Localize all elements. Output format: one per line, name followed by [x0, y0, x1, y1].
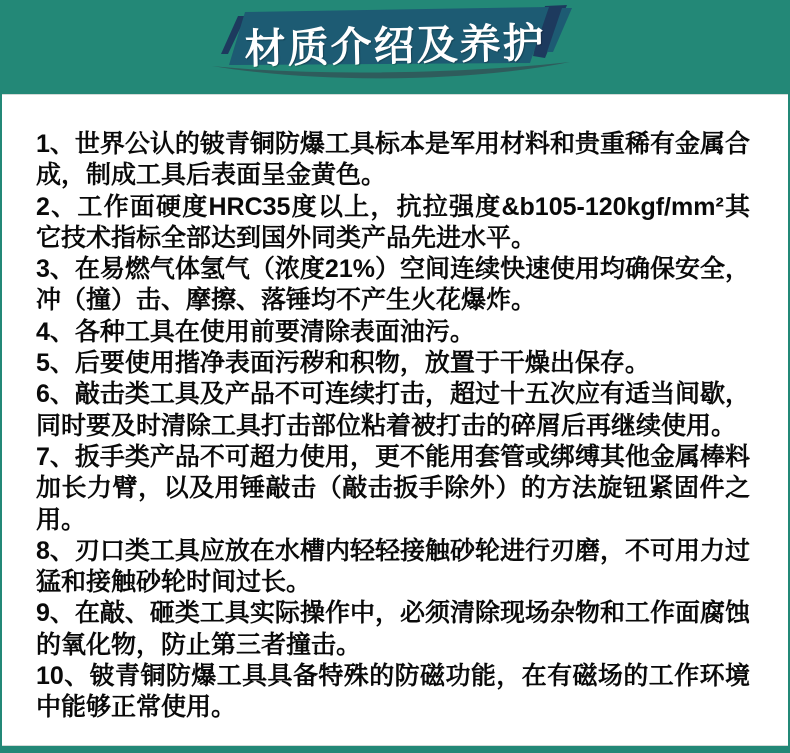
care-note-item: 7、扳手类产品不可超力使用，更不能用套管或绑缚其他金属棒料加长力臂，以及用锤敲击（敲击扳手除外）的方法旋钮紧固件之用。	[36, 442, 750, 534]
care-note-item: 3、在易燃气体氢气（浓度21%）空间连续快速使用均确保安全，冲（撞）击、摩擦、落锤均不产生火花爆炸。	[36, 255, 750, 315]
care-note-item: 8、刃口类工具应放在水槽内轻轻接触砂轮进行刃磨，不可用力过猛和接触砂轮时间过长。	[36, 536, 750, 597]
care-note-item: 2、工作面硬度HRC35度以上，抗拉强度&b105-120kgf/mm²其它技术指标全部达到国外同类产品先进水平。	[36, 192, 750, 252]
care-note-item: 6、敲击类工具及产品不可连续打击，超过十五次应有适当间歇，同时要及时清除工具打击部位粘着被打击的碎屑后再继续使用。	[36, 380, 750, 440]
care-note-item: 9、在敲、砸类工具实际操作中，必须清除现场杂物和工作面腐蚀的氧化物，防止第三者撞击。	[36, 599, 750, 659]
care-note-item: 5、后要使用揩净表面污秽和积物，放置于干燥出保存。	[36, 349, 650, 378]
care-notes-panel	[2, 94, 788, 746]
care-note-item: 1、世界公认的铍青铜防爆工具标本是军用材料和贵重稀有金属合成，制成工具后表面呈金黄色。	[36, 130, 750, 190]
care-note-item: 4、各种工具在使用前要清除表面油污。	[36, 317, 475, 346]
care-note-item: 10、铍青铜防爆工具具备特殊的防磁功能，在有磁场的工作环境中能够正常使用。	[36, 662, 750, 722]
section-title: 材质介绍及养护	[244, 18, 547, 74]
